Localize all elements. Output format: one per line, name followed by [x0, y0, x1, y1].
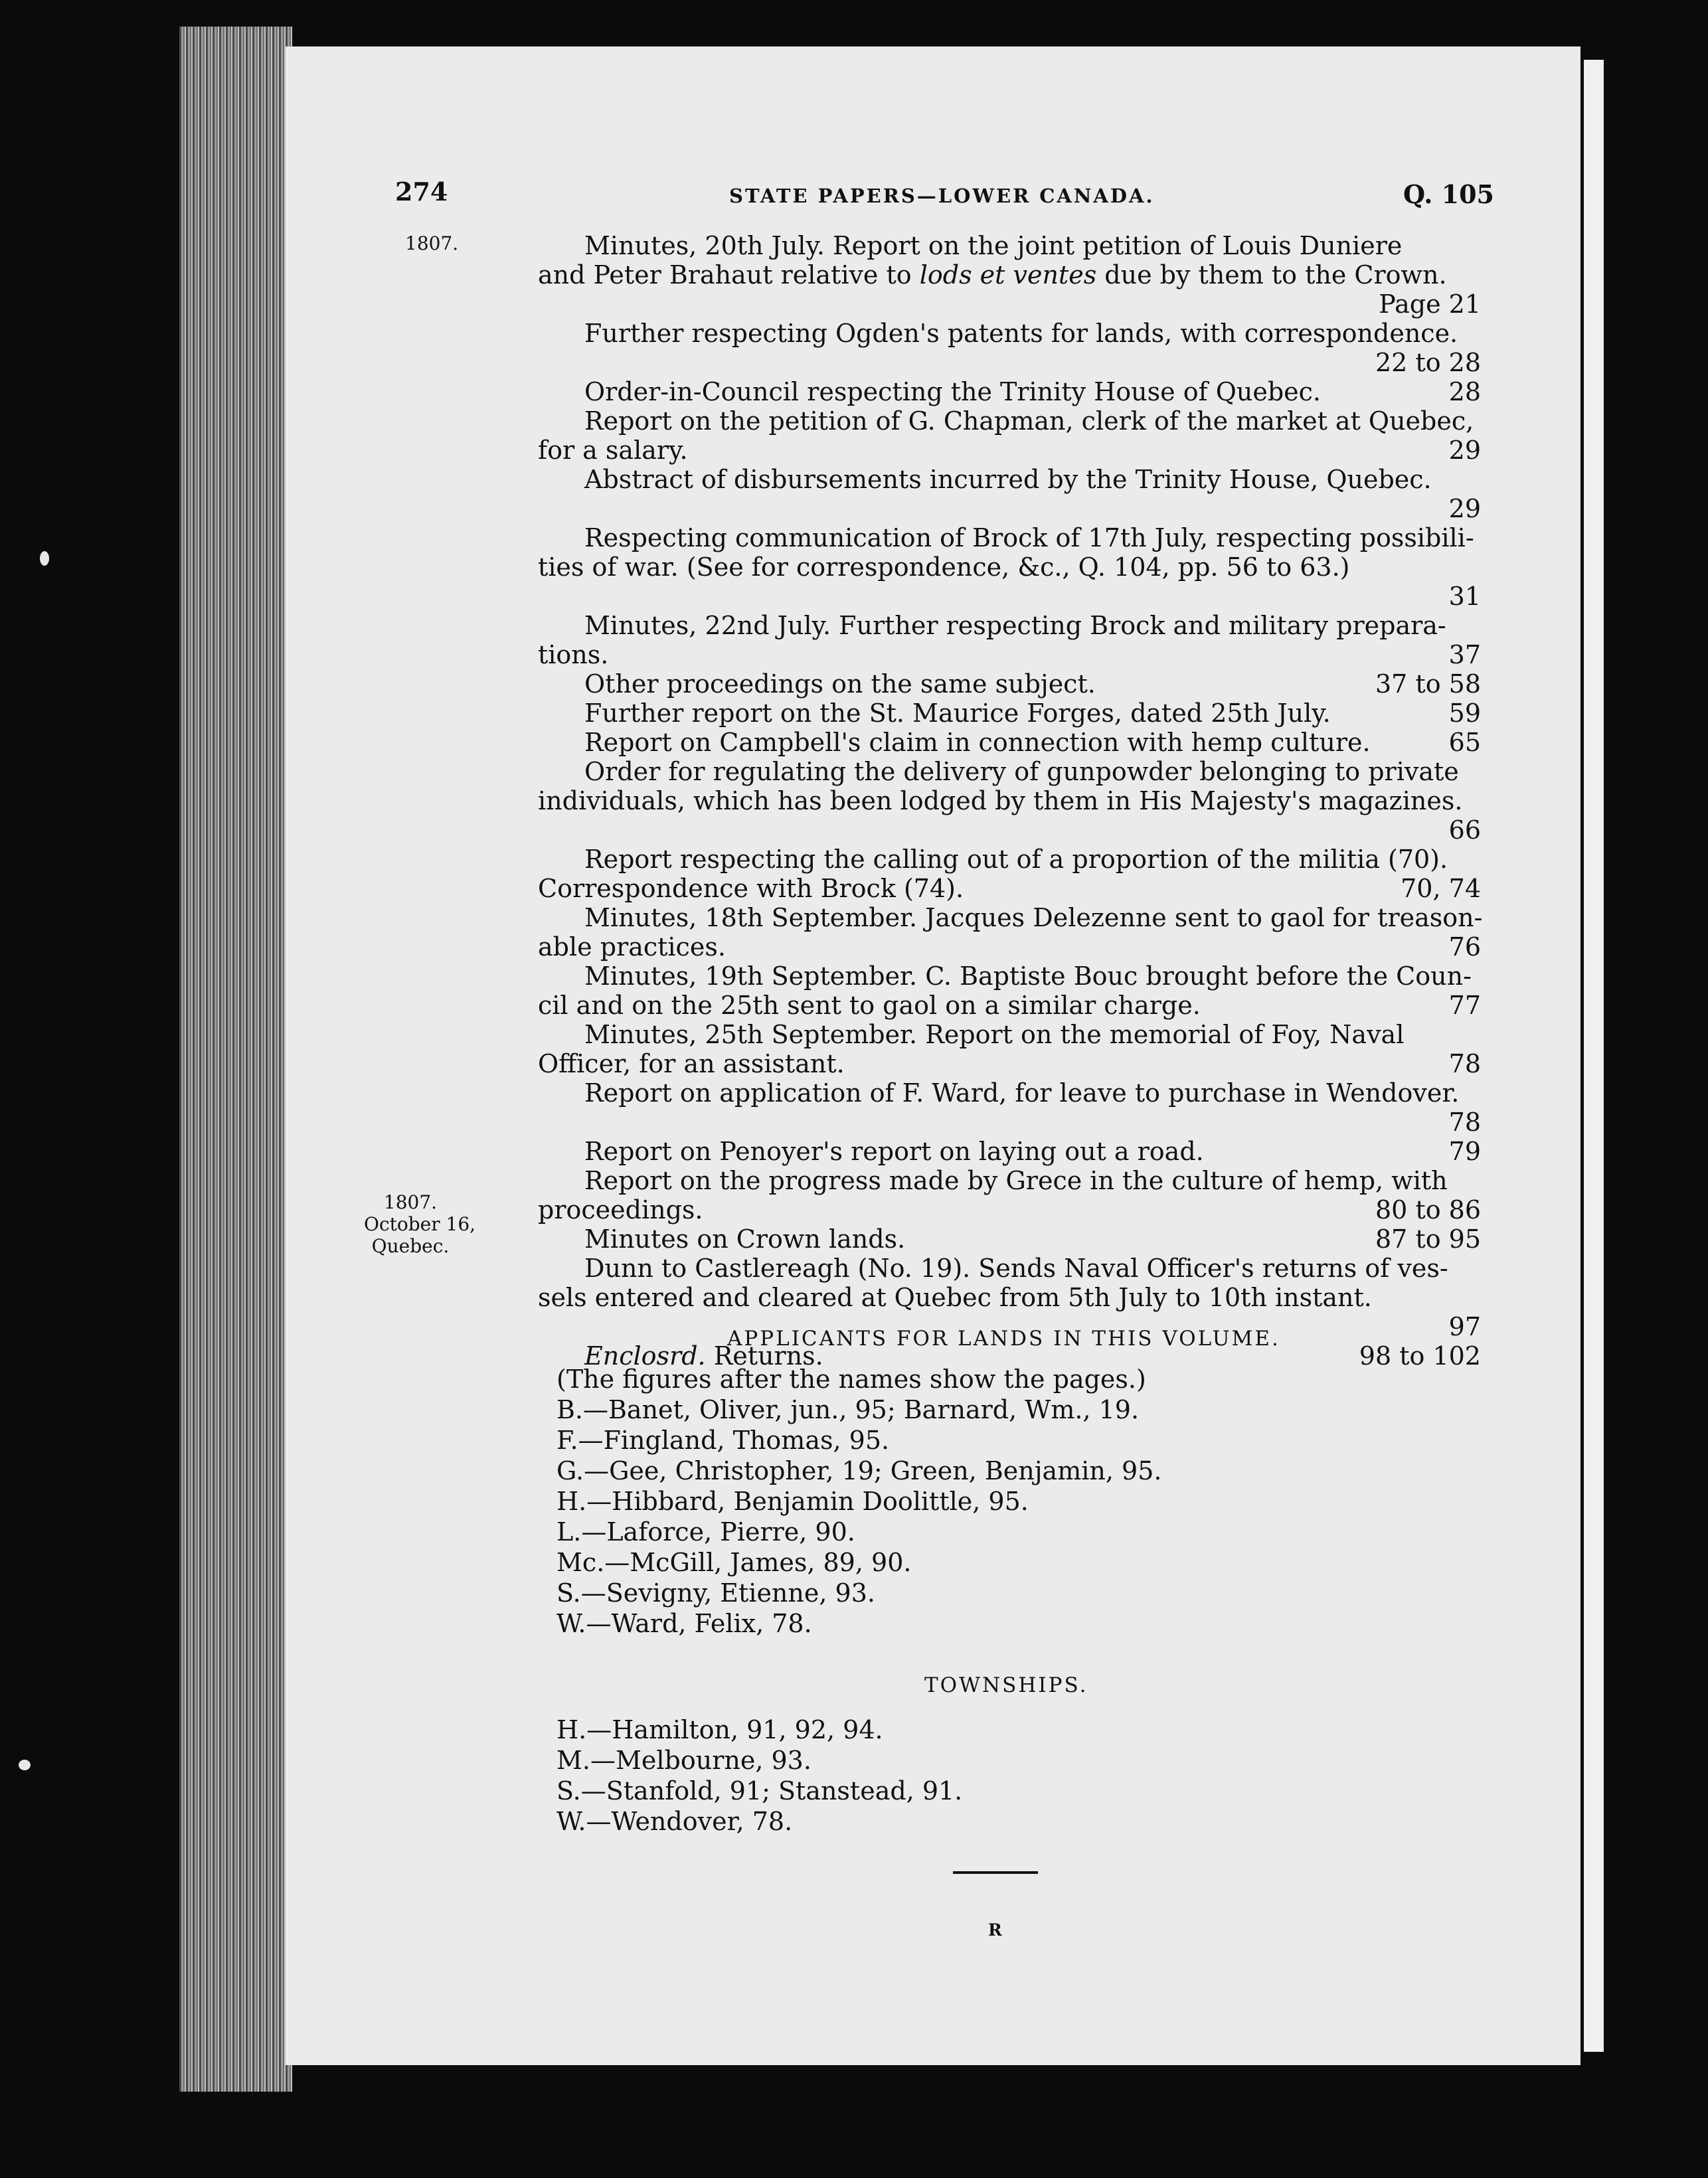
calendar-entry — [538, 1166, 1481, 1224]
township-entry: M.—Melbourne, 93. — [556, 1746, 811, 1775]
entry-line — [538, 436, 1481, 465]
page-reference: 77 — [1448, 991, 1481, 1020]
entry-line — [538, 669, 1481, 699]
entry-text: and Peter Brahaut relative to lods et ventes due by them to the Crown. — [538, 260, 1447, 290]
applicant-entry: B.—Banet, Oliver, jun., 95; Barnard, Wm., 19. — [556, 1395, 1140, 1424]
entry-text: able practices. — [538, 932, 726, 962]
applicant-entry: S.—Sevigny, Etienne, 93. — [556, 1578, 875, 1608]
calendar-entry — [538, 377, 1481, 406]
applicants-heading: APPLICANTS FOR LANDS IN THIS VOLUME. — [727, 1327, 1280, 1351]
page-reference: 78 — [1448, 1049, 1481, 1078]
entry-text: sels entered and cleared at Quebec from 5th July to 10th instant. — [538, 1283, 1372, 1312]
entry-line — [538, 231, 1481, 260]
entry-line — [538, 611, 1481, 640]
entry-line — [538, 523, 1481, 552]
applicant-items — [556, 1394, 1161, 1639]
page-reference: 76 — [1448, 932, 1481, 962]
entry-line — [538, 991, 1481, 1020]
entry-line — [538, 728, 1481, 757]
entry-text: Minutes, 19th September. C. Baptiste Bouc brought before the Coun- — [584, 962, 1472, 991]
page-reference-line — [538, 1108, 1481, 1137]
page-reference: 66 — [1448, 815, 1481, 845]
page-reference: 97 — [1448, 1312, 1481, 1341]
entry-text: Minutes, 25th September. Report on the memorial of Foy, Naval — [584, 1020, 1405, 1049]
facing-page-edge — [1584, 60, 1604, 2052]
entry-line — [538, 552, 1481, 582]
entry-line — [538, 845, 1481, 874]
entry-text: Order-in-Council respecting the Trinity House of Quebec. — [584, 377, 1322, 406]
page-reference: 31 — [1448, 582, 1481, 611]
entry-text: individuals, which has been lodged by them in His Majesty's magazines. — [538, 786, 1463, 815]
page-reference: Page 21 — [1379, 290, 1481, 319]
township-entry: H.—Hamilton, 91, 92, 94. — [556, 1715, 883, 1744]
signature-mark: R — [988, 1920, 1002, 1940]
entry-text: Dunn to Castlereagh (No. 19). Sends Naval Officer's returns of ves- — [584, 1254, 1448, 1283]
calendar-entry — [538, 523, 1481, 611]
entry-text: Minutes on Crown lands. — [584, 1224, 906, 1254]
page-number: 274 — [395, 177, 448, 207]
page-reference-line — [538, 582, 1481, 611]
entry-line — [538, 319, 1481, 348]
applicant-entry: L.—Laforce, Pierre, 90. — [556, 1517, 855, 1547]
entry-line — [538, 1137, 1481, 1166]
page-reference-line — [538, 290, 1481, 319]
entry-line — [538, 260, 1481, 290]
entry-line — [538, 640, 1481, 669]
calendar-entry — [538, 962, 1481, 1020]
calendar-entry — [538, 845, 1481, 903]
calendar-entry — [538, 1020, 1481, 1078]
entry-text: Other proceedings on the same subject. — [584, 669, 1096, 699]
calendar-entry — [538, 406, 1481, 465]
page-reference: 65 — [1448, 728, 1481, 757]
entry-text: for a salary. — [538, 436, 688, 465]
calendar-entry — [538, 1224, 1481, 1254]
entry-text: Report on Penoyer's report on laying out a road. — [584, 1137, 1204, 1166]
page-reference: 28 — [1448, 377, 1481, 406]
page-reference: 22 to 28 — [1375, 348, 1481, 377]
entry-text: Report on the petition of G. Chapman, clerk of the market at Quebec, — [584, 406, 1474, 436]
entry-text: Minutes, 20th July. Report on the joint petition of Louis Duniere — [584, 231, 1403, 260]
calendar-entry — [538, 319, 1481, 377]
calendar-entry — [538, 757, 1481, 845]
entry-text: Correspondence with Brock (74). — [538, 874, 964, 903]
page-reference-line — [538, 815, 1481, 845]
entry-text: tions. — [538, 640, 609, 669]
scan-speck — [19, 1760, 31, 1770]
entry-text: Further respecting Ogden's patents for lands, with correspondence. — [584, 319, 1458, 348]
series-reference: Q. 105 — [1403, 179, 1494, 209]
page-reference-line — [538, 494, 1481, 523]
applicants-list — [556, 1364, 1161, 1639]
entry-line — [538, 903, 1481, 932]
entry-line — [538, 757, 1481, 786]
applicant-entry: W.—Ward, Felix, 78. — [556, 1609, 812, 1638]
entry-line — [538, 1049, 1481, 1078]
entry-text: Minutes, 18th September. Jacques Delezenne sent to gaol for treason- — [584, 903, 1483, 932]
calendar-entry — [538, 611, 1481, 669]
entry-text: Report on application of F. Ward, for leave to purchase in Wendover. — [584, 1078, 1460, 1108]
entry-text: Report on the progress made by Grece in the culture of hemp, with — [584, 1166, 1448, 1195]
entry-text: Order for regulating the delivery of gunpowder belonging to private — [584, 757, 1459, 786]
calendar-entry — [538, 728, 1481, 757]
townships-heading: TOWNSHIPS. — [924, 1673, 1088, 1697]
applicant-entry: F.—Fingland, Thomas, 95. — [556, 1426, 890, 1455]
margin-year: 1807. — [405, 232, 459, 254]
entry-line — [538, 786, 1481, 815]
calendar-entry — [538, 465, 1481, 523]
entry-line — [538, 406, 1481, 436]
entry-line — [538, 932, 1481, 962]
page-reference: 70, 74 — [1401, 874, 1481, 903]
entry-text: Officer, for an assistant. — [538, 1049, 845, 1078]
scan-speck — [40, 551, 49, 566]
entry-line — [538, 1283, 1481, 1312]
calendar-entry — [538, 1137, 1481, 1166]
page-reference: 37 — [1448, 640, 1481, 669]
calendar-entry — [538, 231, 1481, 319]
page-reference: 29 — [1448, 494, 1481, 523]
entry-line — [538, 1078, 1481, 1108]
entry-text: Report on Campbell's claim in connection with hemp culture. — [584, 728, 1371, 757]
entry-text: Minutes, 22nd July. Further respecting Brock and military prepara- — [584, 611, 1446, 640]
closing-rule — [953, 1871, 1038, 1874]
book-page — [286, 46, 1580, 2065]
calendar-entries — [538, 231, 1481, 1371]
entry-line — [538, 1020, 1481, 1049]
entry-line — [538, 1224, 1481, 1254]
running-title: STATE PAPERS—LOWER CANADA. — [729, 185, 1155, 207]
page-reference: 80 to 86 — [1375, 1195, 1481, 1224]
calendar-entry — [538, 669, 1481, 699]
page-reference: 37 to 58 — [1375, 669, 1481, 699]
page-reference: 98 to 102 — [1359, 1341, 1481, 1371]
applicants-note: (The figures after the names show the pages.) — [556, 1365, 1146, 1394]
book-page-edges — [179, 27, 292, 2092]
entry-text: Respecting communication of Brock of 17th July, respecting possibili- — [584, 523, 1474, 552]
entry-line — [538, 465, 1481, 494]
page-reference: 87 to 95 — [1375, 1224, 1481, 1254]
entry-text: Report respecting the calling out of a proportion of the militia (70). — [584, 845, 1448, 874]
applicant-entry: G.—Gee, Christopher, 19; Green, Benjamin, 95. — [556, 1456, 1162, 1485]
entry-line — [538, 1166, 1481, 1195]
township-items — [556, 1715, 962, 1837]
entry-line — [538, 962, 1481, 991]
township-entry: S.—Stanfold, 91; Stanstead, 91. — [556, 1776, 963, 1805]
entry-text: Abstract of disbursements incurred by the Trinity House, Quebec. — [584, 465, 1432, 494]
margin-date-year: 1807. — [383, 1191, 438, 1213]
entry-text: proceedings. — [538, 1195, 703, 1224]
margin-date-place: Quebec. — [371, 1235, 450, 1257]
margin-date-day: October 16, — [364, 1213, 476, 1235]
page-reference: 78 — [1448, 1108, 1481, 1137]
entry-text: ties of war. (See for correspondence, &c., Q. 104, pp. 56 to 63.) — [538, 552, 1350, 582]
entry-line — [538, 699, 1481, 728]
margin-date-note — [364, 1191, 476, 1257]
applicant-entry: Mc.—McGill, James, 89, 90. — [556, 1548, 912, 1577]
page-reference-line — [538, 348, 1481, 377]
calendar-entry — [538, 699, 1481, 728]
applicant-entry: H.—Hibbard, Benjamin Doolittle, 95. — [556, 1487, 1029, 1516]
entry-line — [538, 874, 1481, 903]
entry-text: Further report on the St. Maurice Forges, dated 25th July. — [584, 699, 1331, 728]
page-reference: 59 — [1448, 699, 1481, 728]
township-entry: W.—Wendover, 78. — [556, 1807, 793, 1836]
entry-line — [538, 1195, 1481, 1224]
page-reference: 79 — [1448, 1137, 1481, 1166]
page-reference: 29 — [1448, 436, 1481, 465]
entry-line — [538, 1254, 1481, 1283]
calendar-entry — [538, 903, 1481, 962]
entry-text: Enclosrd. Returns. — [584, 1341, 823, 1371]
entry-text: cil and on the 25th sent to gaol on a similar charge. — [538, 991, 1201, 1020]
entry-line — [538, 377, 1481, 406]
calendar-entry — [538, 1078, 1481, 1137]
